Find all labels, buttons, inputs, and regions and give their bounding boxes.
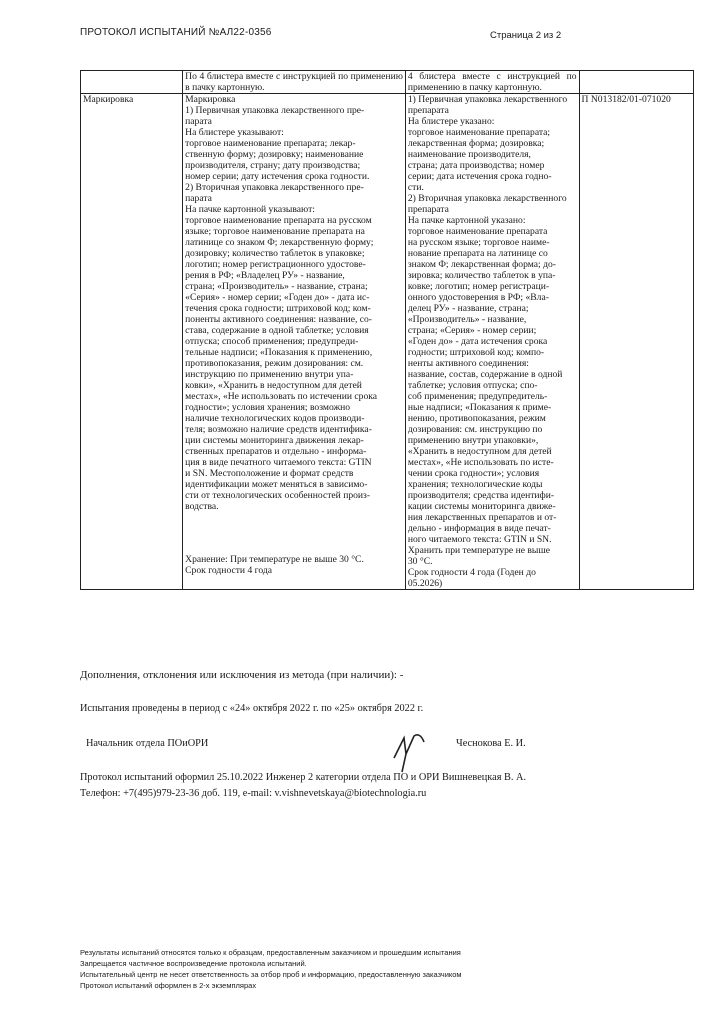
marking-table [80, 70, 694, 590]
text-line: поненты активного соединения: название, со- [185, 314, 372, 325]
text-line: «Хранить в недоступном для детей [407, 446, 552, 457]
footer-note: Запрещается частичное воспроизведение протокола испытаний. [80, 959, 307, 968]
text-line: годности; штриховой код; компо- [407, 347, 545, 358]
text-line: применению внутри упаковки», [407, 435, 539, 446]
text-line: Хранение: При температуре не выше 30 °С. [185, 554, 364, 565]
contact-line: Телефон: +7(495)979-23-36 доб. 119, e-mail: v.vishnevetskaya@biotechnologia.ru [80, 788, 427, 799]
text-line: На пачке картонной указано: [407, 215, 526, 226]
table-row-marking [81, 94, 694, 590]
page-number: Страница 2 из 2 [490, 30, 562, 41]
text-line: производителя; средства идентифи- [407, 490, 555, 501]
text-line: местах», «Не использовать по исте- [407, 457, 554, 468]
text-line: «Серия» - номер серии; «Годен до» - дата ис- [185, 292, 370, 303]
text-line: противопоказания, режим дозирования: см. [185, 358, 364, 369]
text-line: 1) Первичная упаковка лекарственного пре- [185, 105, 365, 116]
text-line: ственную форму; дозировку; наименование [185, 149, 364, 160]
text-line: наличие технологических кодов производи- [185, 413, 365, 424]
cell-packaging-requirement: По 4 блистера вместе с инструкцией по применению в пачку картонную. [183, 71, 406, 94]
text-line: течения срока годности; штриховой код; ком- [185, 303, 371, 314]
text-line: торговое наименование препарата; лекар- [185, 138, 356, 149]
text-line: тельные надписи; «Показания к применению, [185, 347, 373, 358]
text-line: На блистере указано: [407, 116, 495, 127]
text-line: нование препарата на латинице со [407, 248, 548, 259]
text-line: дозирования: см. инструкцию по [407, 424, 543, 435]
text-line: хранения; технологические коды [407, 479, 543, 490]
text-line: страна; «Серия» - номер серии; [407, 325, 537, 336]
text-line: ковки», «Хранить в недоступном для детей [185, 380, 362, 391]
protocol-number-header: ПРОТОКОЛ ИСПЫТАНИЙ №АЛ22-0356 [80, 27, 272, 38]
text-line: торговое наименование препарата; [407, 127, 551, 138]
text-line: номер серии; дату истечения срока годности. [185, 171, 370, 182]
text-line: «Производитель» - название, [407, 314, 527, 325]
text-line: инструкцию по применению внутри упа- [185, 369, 354, 380]
text-line: страна; дата производства; номер [407, 160, 545, 171]
text-line: водства. [185, 501, 219, 512]
text-line: таблетке; условия отпуска; спо- [407, 380, 538, 391]
text-line: парата [185, 193, 212, 204]
text-line: препарата [407, 105, 449, 116]
text-line: ненты активного соединения: [407, 358, 529, 369]
text-line: сти от технологических особенностей произ- [185, 490, 371, 501]
text-line: отпуска; способ применения; предупреди- [185, 336, 359, 347]
text-line: рения в РФ; «Владелец РУ» - название, [185, 270, 345, 281]
requirement-lines [185, 94, 403, 512]
text-line: ния лекарственных препаратов и от- [407, 512, 557, 523]
text-line: На блистере указывают: [185, 127, 284, 138]
text-line: дельно - информация в виде печат- [407, 523, 551, 534]
text-line: название, состав, содержание в одной [407, 369, 563, 380]
text-line: «Годен до» - дата истечения срока [407, 336, 548, 347]
cell-normative-document: П N013182/01-071020 [579, 94, 693, 590]
text-line: ковке; логотип; номер регистраци- [407, 281, 550, 292]
text-line: нению, противопоказания, режим [407, 413, 546, 424]
text-line: делец РУ» - название, страна; [407, 303, 529, 314]
text-line: лекарственная форма; дозировка; [407, 138, 545, 149]
text-line: Хранить при температуре не выше [407, 545, 551, 556]
text-line: ция в виде печатного читаемого текста: GTIN [185, 457, 372, 468]
text-line: 2) Вторичная упаковка лекарственного [407, 193, 567, 204]
text-line: Маркировка [185, 94, 236, 105]
text-line: парата [185, 116, 212, 127]
text-line: На пачке картонной указывают: [185, 204, 315, 215]
text-line: става, содержание в одной таблетке; условия [185, 325, 369, 336]
footer-note: Результаты испытаний относятся только к образцам, предоставленным заказчиком и прошедшим испытания [80, 948, 461, 957]
cell-marking-result [405, 94, 579, 590]
cell-packaging-result: 4 блистера вместе с инструкцией по применению в пачку картонную. [405, 71, 579, 94]
text-line: серии; дата истечения срока годно- [407, 171, 552, 182]
text-line: производителя, страну; дату производства; [185, 160, 361, 171]
result-lines [408, 94, 577, 589]
text-line: языке; торговое наименование препарата на [185, 226, 365, 237]
text-line: чении срока годности»; условия [407, 468, 540, 479]
text-line: на русском языке; торговое наиме- [407, 237, 550, 248]
text-line: теля; возможно наличие средств идентифика- [185, 424, 372, 435]
text-line: зировка; количество таблеток в упа- [407, 270, 556, 281]
text-line: препарата [407, 204, 449, 215]
text-line: и SN. Местоположение и формат средств [185, 468, 354, 479]
text-line: дозировку; количество таблеток в упаковке; [185, 248, 365, 259]
requirement-storage-lines [185, 554, 403, 576]
table-row-packaging [81, 71, 694, 94]
text-line: Срок годности 4 года [185, 565, 273, 576]
footer-note: Испытательный центр не несет ответственность за отбор проб и информацию, предоставленную заказчиком [80, 970, 462, 979]
text-line: знаком Ф; лекарственная форма; до- [407, 259, 556, 270]
cell-marking-requirement [183, 94, 406, 590]
additions-line: Дополнения, отклонения или исключения из метода (при наличии): - [80, 669, 404, 681]
text-line: 30 °С. [407, 556, 433, 567]
cell-parameter-name: Маркировка [81, 94, 183, 590]
text-line: идентификации может меняться в зависимо- [185, 479, 368, 490]
text-line: годности»; условия хранения; возможно [185, 402, 351, 413]
text-line: соб применения; предупредитель- [407, 391, 548, 402]
text-line: торговое наименование препарата на русском [185, 215, 372, 226]
signatory-position: Начальник отдела ПОиОРИ [86, 738, 209, 749]
text-line: торговое наименование препарата [407, 226, 548, 237]
text-line: кации системы мониторинга движе- [407, 501, 556, 512]
prepared-by-line: Протокол испытаний оформил 25.10.2022 Инженер 2 категории отдела ПО и ОРИ Вишневецкая В. А. [80, 772, 527, 783]
test-period-line: Испытания проведены в период с «24» октября 2022 г. по «25» октября 2022 г. [80, 703, 424, 714]
cell-empty [579, 71, 693, 94]
footer-note: Протокол испытаний оформлен в 2-х экземплярах [80, 981, 257, 990]
text-line: логотип; номер регистрационного удостове- [185, 259, 366, 270]
text-line: 05.2026) [407, 578, 443, 589]
text-line: наименование производителя, [407, 149, 531, 160]
text-line: латинице со знаком Ф; лекарственную форму; [185, 237, 374, 248]
text-line: ции системы мониторинга движения лекар- [185, 435, 364, 446]
text-line: 1) Первичная упаковка лекарственного [407, 94, 568, 105]
text-line: местах», «Не использовать по истечении срока [185, 391, 378, 402]
cell-empty [81, 71, 183, 94]
text-line: Срок годности 4 года (Годен до [407, 567, 536, 578]
text-line: онного удостоверения в РФ; «Вла- [407, 292, 549, 303]
text-line: ного читаемого текста: GTIN и SN. [407, 534, 552, 545]
text-line: 2) Вторичная упаковка лекарственного пре- [185, 182, 364, 193]
text-line: сти. [407, 182, 424, 193]
text-line: ные надписи; «Показания к приме- [407, 402, 552, 413]
handwritten-signature [390, 728, 430, 778]
text-line: ственных препаратов и отдельно - информа- [185, 446, 367, 457]
signatory-name: Чеснокова Е. И. [456, 738, 526, 749]
text-line: страна; «Производитель» - название, страна; [185, 281, 368, 292]
